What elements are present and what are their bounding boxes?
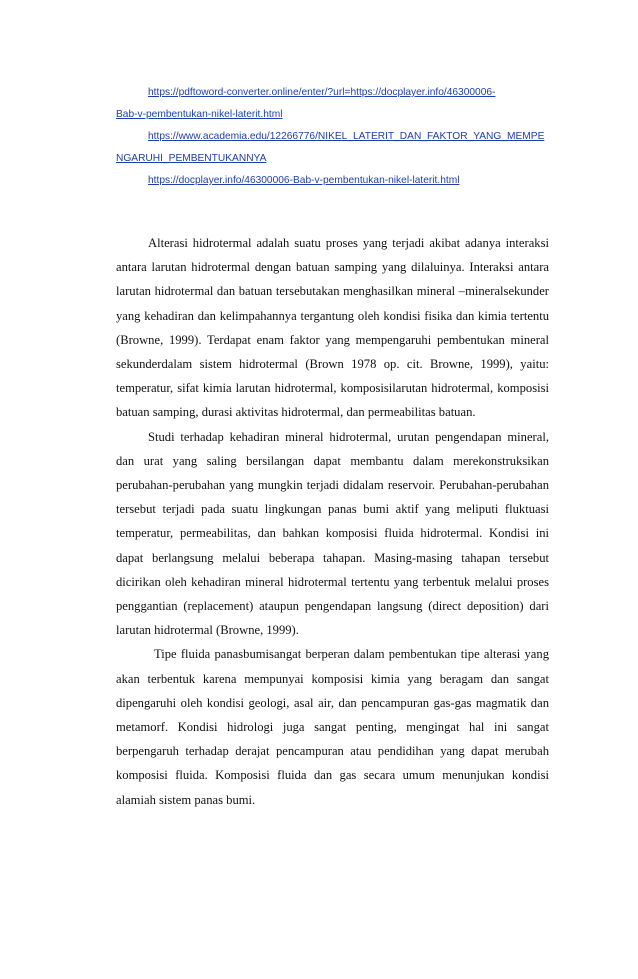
body-text [116, 231, 549, 812]
reference-link-1-line-1[interactable]: https://pdftoword-converter.online/enter/?url=https://docplayer.info/46300006- [148, 87, 496, 98]
paragraph-alterasi: Alterasi hidrotermal adalah suatu proses yang terjadi akibat adanya interaksi antara larutan hidrotermal dengan batuan samping yang dilaluinya. Interaksi antara larutan hidrotermal dan batuan tersebutakan menghasilkan mineral –mineralsekunder yang kehadiran dan kelimpahannya tergantung oleh kondisi fisika dan kimia tertentu (Browne, 1999). Terdapat enam faktor yang mempengaruhi pembentukan mineral sekunderdalam sistem hidrotermal (Brown 1978 op. cit. Browne, 1999), yaitu: temperatur, sifat kimia larutan hidrotermal, komposisilarutan hidrotermal, komposisi batuan samping, durasi aktivitas hidrotermal, dan permeabilitas batuan. [116, 236, 549, 420]
reference-link-2-line-1[interactable]: https://www.academia.edu/12266776/NIKEL_LATERIT_DAN_FAKTOR_YANG_MEMPE [148, 131, 545, 142]
reference-link-1-line-2[interactable]: Bab-v-pembentukan-nikel-laterit.html [116, 109, 283, 120]
reference-link-3[interactable]: https://docplayer.info/46300006-Bab-v-pembentukan-nikel-laterit.html [148, 175, 460, 186]
reference-links [116, 82, 550, 192]
reference-link-2-line-2[interactable]: NGARUHI_PEMBENTUKANNYA [116, 153, 267, 164]
paragraph-tipe-fluida: Tipe fluida panasbumisangat berperan dalam pembentukan tipe alterasi yang akan terbentuk karena mempunyai komposisi kimia yang beragam dan sangat dipengaruhi oleh kondisi geologi, asal air, dan pencampuran gas-gas magmatik dan metamorf. Kondisi hidrologi juga sangat penting, mengingat hal ini sangat berpengaruh terhadap derajat pencampuran atau pendidihan yang dapat merubah komposisi fluida. Komposisi fluida dan gas secara umum menunjukan kondisi alamiah sistem panas bumi. [116, 647, 549, 807]
paragraph-studi: Studi terhadap kehadiran mineral hidrotermal, urutan pengendapan mineral, dan urat yang saling bersilangan dapat membantu dalam merekonstruksikan perubahan-perubahan yang mungkin terjadi didalam reservoir. Perubahan-perubahan tersebut terjadi pada suatu lingkungan panas bumi aktif yang meliputi fluktuasi temperatur, permeabilitas, dan bahkan komposisi fluida hidrotermal. Kondisi ini dapat berlangsung melalui beberapa tahapan. Masing-masing tahapan tersebut dicirikan oleh kehadiran mineral hidrotermal tertentu yang terbentuk melalui proses penggantian (replacement) ataupun pengendapan langsung (direct deposition) dari larutan hidrotermal (Browne, 1999). [116, 429, 549, 638]
